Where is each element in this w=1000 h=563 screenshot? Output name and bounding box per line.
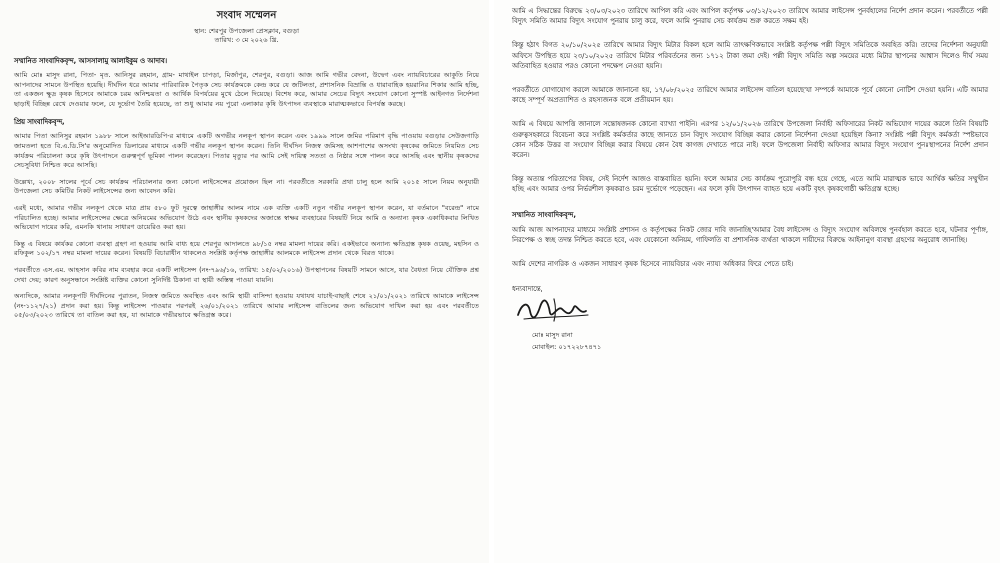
paragraph-license-cancelled: অন্যদিকে, আমার নলকূপটি দীর্ঘদিনের পুরাতন, নিজস্ব জমিতে অবস্থিত এবং আমি স্থায়ী বাসিন্দা হওয়ায় যথাযথ যাচাই-বাছাই শেষে ২১/০১/২০২১ তারিখে আমাকে লাইসেন্স (নং-১১২৭/২১) প্রদান করা হয়। কিন্তু লাইসেন্স পাওয়ার পরপরই ২৬/০১/২০২১ তারিখে আমার লাইসেন্স বাতিলের জন্য অভিযোগ দাখিল করা হয় এবং পরবর্তীতে ০৫/০৩/২০২৩ তারিখে তা বাতিল করা হয়, যা আমাকে গভীরভাবে ক্ষতিগ্রস্ত করে। xyxy=(14,292,479,320)
date-line: তারিখ: ৩ মে ২০২৬ খ্রি. xyxy=(214,36,279,44)
paragraph-appeal: আমি এ সিদ্ধান্তের বিরুদ্ধে ২৩/০৩/২০২৩ তারিখে আপিল করি এবং আপিল কর্তৃপক্ষ ০৩/১২/২০২৩ তারিখে আমার লাইসেন্স পুনর্বহালের নির্দেশ প্রদান করেন। পরবর্তীতে পল্লী বিদ্যুৎ সমিতি আমার বিদ্যুৎ সংযোগ পুনরায় চালু করে, ফলে আমি পুনরায় সেচ কার্যক্রম শুরু করতে সক্ষম হই। xyxy=(512,7,988,26)
section-heading-honoured-journalists: সম্মানিত সাংবাদিকবৃন্দ, xyxy=(512,210,577,219)
paragraph-meter-failure: কিন্তু হঠাৎ বিগত ২০/১০/২০২৫ তারিখে আমার বিদ্যুৎ মিটার বিকল হলে আমি তাৎক্ষণিকভাবে সংশ্লিষ্ট কর্তৃপক্ষ পল্লী বিদ্যুৎ সমিতিকে অবহিত করি। তাদের নির্দেশনা অনুযায়ী অফিসে উপস্থিত হয়ে ২৩/১০/২০২৫ তারিখে মিটার পরিবর্তনের জন্য ১৭১২ টাকা জমা দেই। পল্লী বিদ্যুৎ সমিতি অল্প সময়ের মধ্যে মিটার স্থাপনের আশ্বাস দিলেও দীর্ঘ সময় অতিবাহিত হওয়ার পরও কোনো পদক্ষেপ নেওয়া হয়নি। xyxy=(512,41,988,70)
thanks-line: ধন্যবাদান্তে, xyxy=(512,285,543,294)
venue-line: স্থান: শেরপুর উপজেলা প্রেসক্লাব, বগুড়া xyxy=(193,27,300,35)
signer-phone: মোবাইল: ০১৭২২৮৭৪৭১ xyxy=(532,343,602,352)
document-title: সংবাদ সম্মেলন xyxy=(216,10,277,21)
paragraph-license-application: উল্লেখ্য, ২০০৮ সালের পূর্বে সেচ কার্যক্রম পরিচালনার জন্য কোনো লাইসেন্সের প্রয়োজন ছিল না। পরবর্তীতে সরকারি প্রথা চালু হলে আমি ২০১৫ সালে নিয়ম অনুযায়ী উপজেলা সেচ কমিটির নিকট লাইসেন্সের জন্য আবেদন করি। xyxy=(14,177,479,196)
right-page xyxy=(494,0,1000,563)
handwritten-signature xyxy=(514,293,594,327)
signer-name: মোঃ মাসুদ রানা xyxy=(532,331,573,340)
paragraph-competing-tubewell: এরই মধ্যে, আমার গভীর নলকূপ থেকে মাত্র প্রায় ৫৮০ ফুট দূরত্বে জাহাঙ্গীর আলম নামে এক ব্যক্তি একটি নতুন গভীর নলকূপ স্থাপন করেন, যা বর্তমানে "বরেন্দ্র" নামে পরিচালিত হচ্ছে। আমার লাইসেন্সের ক্ষেত্রে অনিয়মের অভিযোগ উঠে এবং স্থানীয় কৃষকদের অজান্তে স্বাক্ষর ব্যবহারের বিষয়টি নিয়ে আমি ও অন্যান্য কৃষক একাধিকবার লিখিত অভিযোগ দায়ের করি, এমনকি থানায় সাধারণ ডায়েরিও করা হয়। xyxy=(14,203,479,232)
paragraph-introduction: আমি মোঃ মাসুদ রানা, পিতা- মৃত. আনিসুর রহমান, গ্রাম- মাথাইল চাপড়া, মির্জাপুর, শেরপুর, বগুড়া। আজ আমি গভীর বেদনা, উদ্বেগ এবং ন্যায়বিচারের আকুতি নিয়ে আপনাদের সামনে উপস্থিত হয়েছি। দীর্ঘদিন ধরে আমার পারিবারিক পৈতৃক সেচ কার্যক্রমকে কেন্দ্র করে যে জটিলতা, প্রশাসনিক বিভ্রান্তি ও ধারাবাহিক হয়রানির শিকার আমি হচ্ছি, তা একজন ক্ষুদ্র কৃষক হিসেবে আমাকে চরম অনিশ্চয়তা ও আর্থিক বিপর্যয়ের মুখে ঠেলে দিয়েছে। বিশেষ করে, আমার সেচের বিদ্যুৎ সংযোগ কোনো সুস্পষ্ট আইনগত নির্দেশনা ছাড়াই বিচ্ছিন্ন রেখে দেওয়ার ফলে, যে দুর্ভোগ তৈরি হয়েছে, তা শুধু আমার নয় পুরো এলাকার কৃষি উৎপাদন ব্যবস্থাকে মারাত্মকভাবে বিপর্যস্ত করছে। xyxy=(14,71,479,108)
paragraph-uno-complaint: আমি এ বিষয়ে আপত্তি জানালে সন্তোষজনক কোনো ব্যাখ্যা পাইনি। এরপর ১২/০১/২০২৬ তারিখে উপজেলা নির্বাহী অফিসারের নিকট অভিযোগ দায়ের করলে তিনি বিষয়টি গুরুত্বসহকারে বিবেচনা করে সংশ্লিষ্ট কর্মকর্তার কাছে জানতে চান বিদ্যুৎ সংযোগ বিচ্ছিন্ন করার কোনো নির্দেশনা দেওয়া হয়েছিল কিনা? সংশ্লিষ্ট পল্লী বিদ্যুৎ কর্মকর্তা স্পষ্টভাবে কোন সঠিক উত্তর বা সংযোগ বিচ্ছিন্ন করার বিষয়ে কোন বৈধ কাগজ দেখাতে পারে নাই। ফলে উপজেলা নির্বাহী অফিসার আমার বিদ্যুৎ সংযোগ পুনঃস্থাপনের নির্দেশ প্রদান করেন। xyxy=(512,120,988,160)
paragraph-court-case: কিন্তু এ বিষয়ে কার্যকর কোনো ব্যবস্থা গ্রহণ না হওয়ায় আমি বাধ্য হয়ে শেরপুর আদালতে ৯৮/১৫ নম্বর মামলা দায়ের করি। একইভাবে অন্যান্য ক্ষতিগ্রস্ত কৃষক ওয়েছ, মহসিন ও রফিকুল ১০২/১৭ নম্বর মামলা দায়ের করেন। বিষয়টি বিচারাধীন থাকলেও সংশ্লিষ্ট কর্তৃপক্ষ জাহাঙ্গীর আলমকে লাইসেন্স প্রদান থেকে বিরত থাকে। xyxy=(14,239,479,258)
paragraph-order-not-implemented: কিন্তু অত্যন্ত পরিতাপের বিষয়, সেই নির্দেশ আজও বাস্তবায়িত হয়নি। ফলে আমার সেচ কার্যক্রম পুরোপুরি বন্ধ হয়ে গেছে, এতে আমি মারাত্মক ভাবে আর্থিক ক্ষতির সম্মুখীন হচ্ছি এবং আমার ওপর নির্ভরশীল কৃষকরাও চরম দুর্ভোগে পড়েছেন। এর ফলে কৃষি উৎপাদন ব্যাহত হয়ে একটি বৃহৎ কৃষকগোষ্ঠী ক্ষতিগ্রস্ত হচ্ছে। xyxy=(512,175,988,194)
section-heading-dear-journalists: প্রিয় সাংবাদিকবৃন্দ, xyxy=(14,118,65,127)
left-page xyxy=(0,0,489,563)
paragraph-disputed-license: পরবর্তীতে এস.এম. আহসান কবির নাম ব্যবহার করে একটি লাইসেন্স (নং-৭৯৬/১৬, তারিখ: ১৫/০২/২০১৬) উপস্থাপনের বিষয়টি সামনে আসে, যার বৈধতা নিয়ে যৌক্তিক প্রশ্ন দেখা দেয়; কারণ অনুসন্ধানে সংশ্লিষ্ট ব্যক্তির কোনো সুনির্দিষ্ট ঠিকানা বা স্থায়ী অস্তিত্ব পাওয়া যায়নি। xyxy=(14,265,479,284)
paragraph-closing: আমি দেশের নাগরিক ও একজন সাধারণ কৃষক হিসেবে ন্যায়বিচার এবং ন্যায্য অধিকার ফিরে পেতে চাই। xyxy=(512,260,794,269)
paragraph-background: আমার পিতা আনিসুর রহমান ১৯৮৮ সালে আইআরডিপি-র মাধ্যমে একটি অগভীর নলকূপ স্থাপন করেন এবং ১৯৯৯ সালে জমির পরিমাণ বৃদ্ধি পাওয়ায় বগুড়ার সেউজগাড়ি জামতলা হতে বি.এ.ডি.সি'র অনুমোদিত ডিলারের মাধ্যমে একটি গভীর নলকূপ স্থাপন করেন। তিনি দীর্ঘদিন নিজস্ব জমিসহ আশপাশের অসংখ্য কৃষকের জমিতে নিয়মিত সেচ কার্যক্রম পরিচালনা করে কৃষি উৎপাদনে গুরুত্বপূর্ণ ভূমিকা পালন করেছেন। পিতার মৃত্যুর পর আমি সেই দায়িত্ব সততা ও নিষ্ঠার সঙ্গে পালন করে আসছি এবং স্থানীয় কৃষকদের সেচসুবিধা নিশ্চিত করে আসছি। xyxy=(14,132,479,170)
salutation: সম্মানিত সাংবাদিকবৃন্দ, আসসালামু আলাইকুম ও আদাব। xyxy=(14,57,168,65)
signature-block xyxy=(512,283,988,355)
paragraph-demands: আমি আজ আপনাদের মাধ্যমে সংশ্লিষ্ট প্রশাসন ও কর্তৃপক্ষের নিকট জোর দাবি জানাচ্ছি'আমার বৈধ লাইসেন্স ও বিদ্যুৎ সংযোগ অবিলম্বে পুনর্বহাল করতে হবে, ঘটনার পূর্ণাঙ্গ, নিরপেক্ষ ও স্বচ্ছ তদন্ত নিশ্চিত করতে হবে, এবং যেকোনো অনিয়ম, গাফিলতি বা প্রশাসনিক ব্যর্থতা থাকলে দায়ীদের বিরুদ্ধে আইনানুগ ব্যবস্থা গ্রহণের অনুরোধ জানাচ্ছি। xyxy=(512,225,988,244)
paragraph-cancellation-notice: পরবর্তীতে যোগাযোগ করলে আমাকে জানানো হয়, ১৭/০৮/২০২৫ তারিখে আমার লাইসেন্স বাতিল হয়েছে'যা সম্পর্কে আমাকে পূর্বে কোনো নোটিশ দেওয়া হয়নি। এটি আমার কাছে সম্পূর্ণ অপ্রত্যাশিত ও রহস্যজনক বলে প্রতীয়মান হয়। xyxy=(512,86,988,105)
